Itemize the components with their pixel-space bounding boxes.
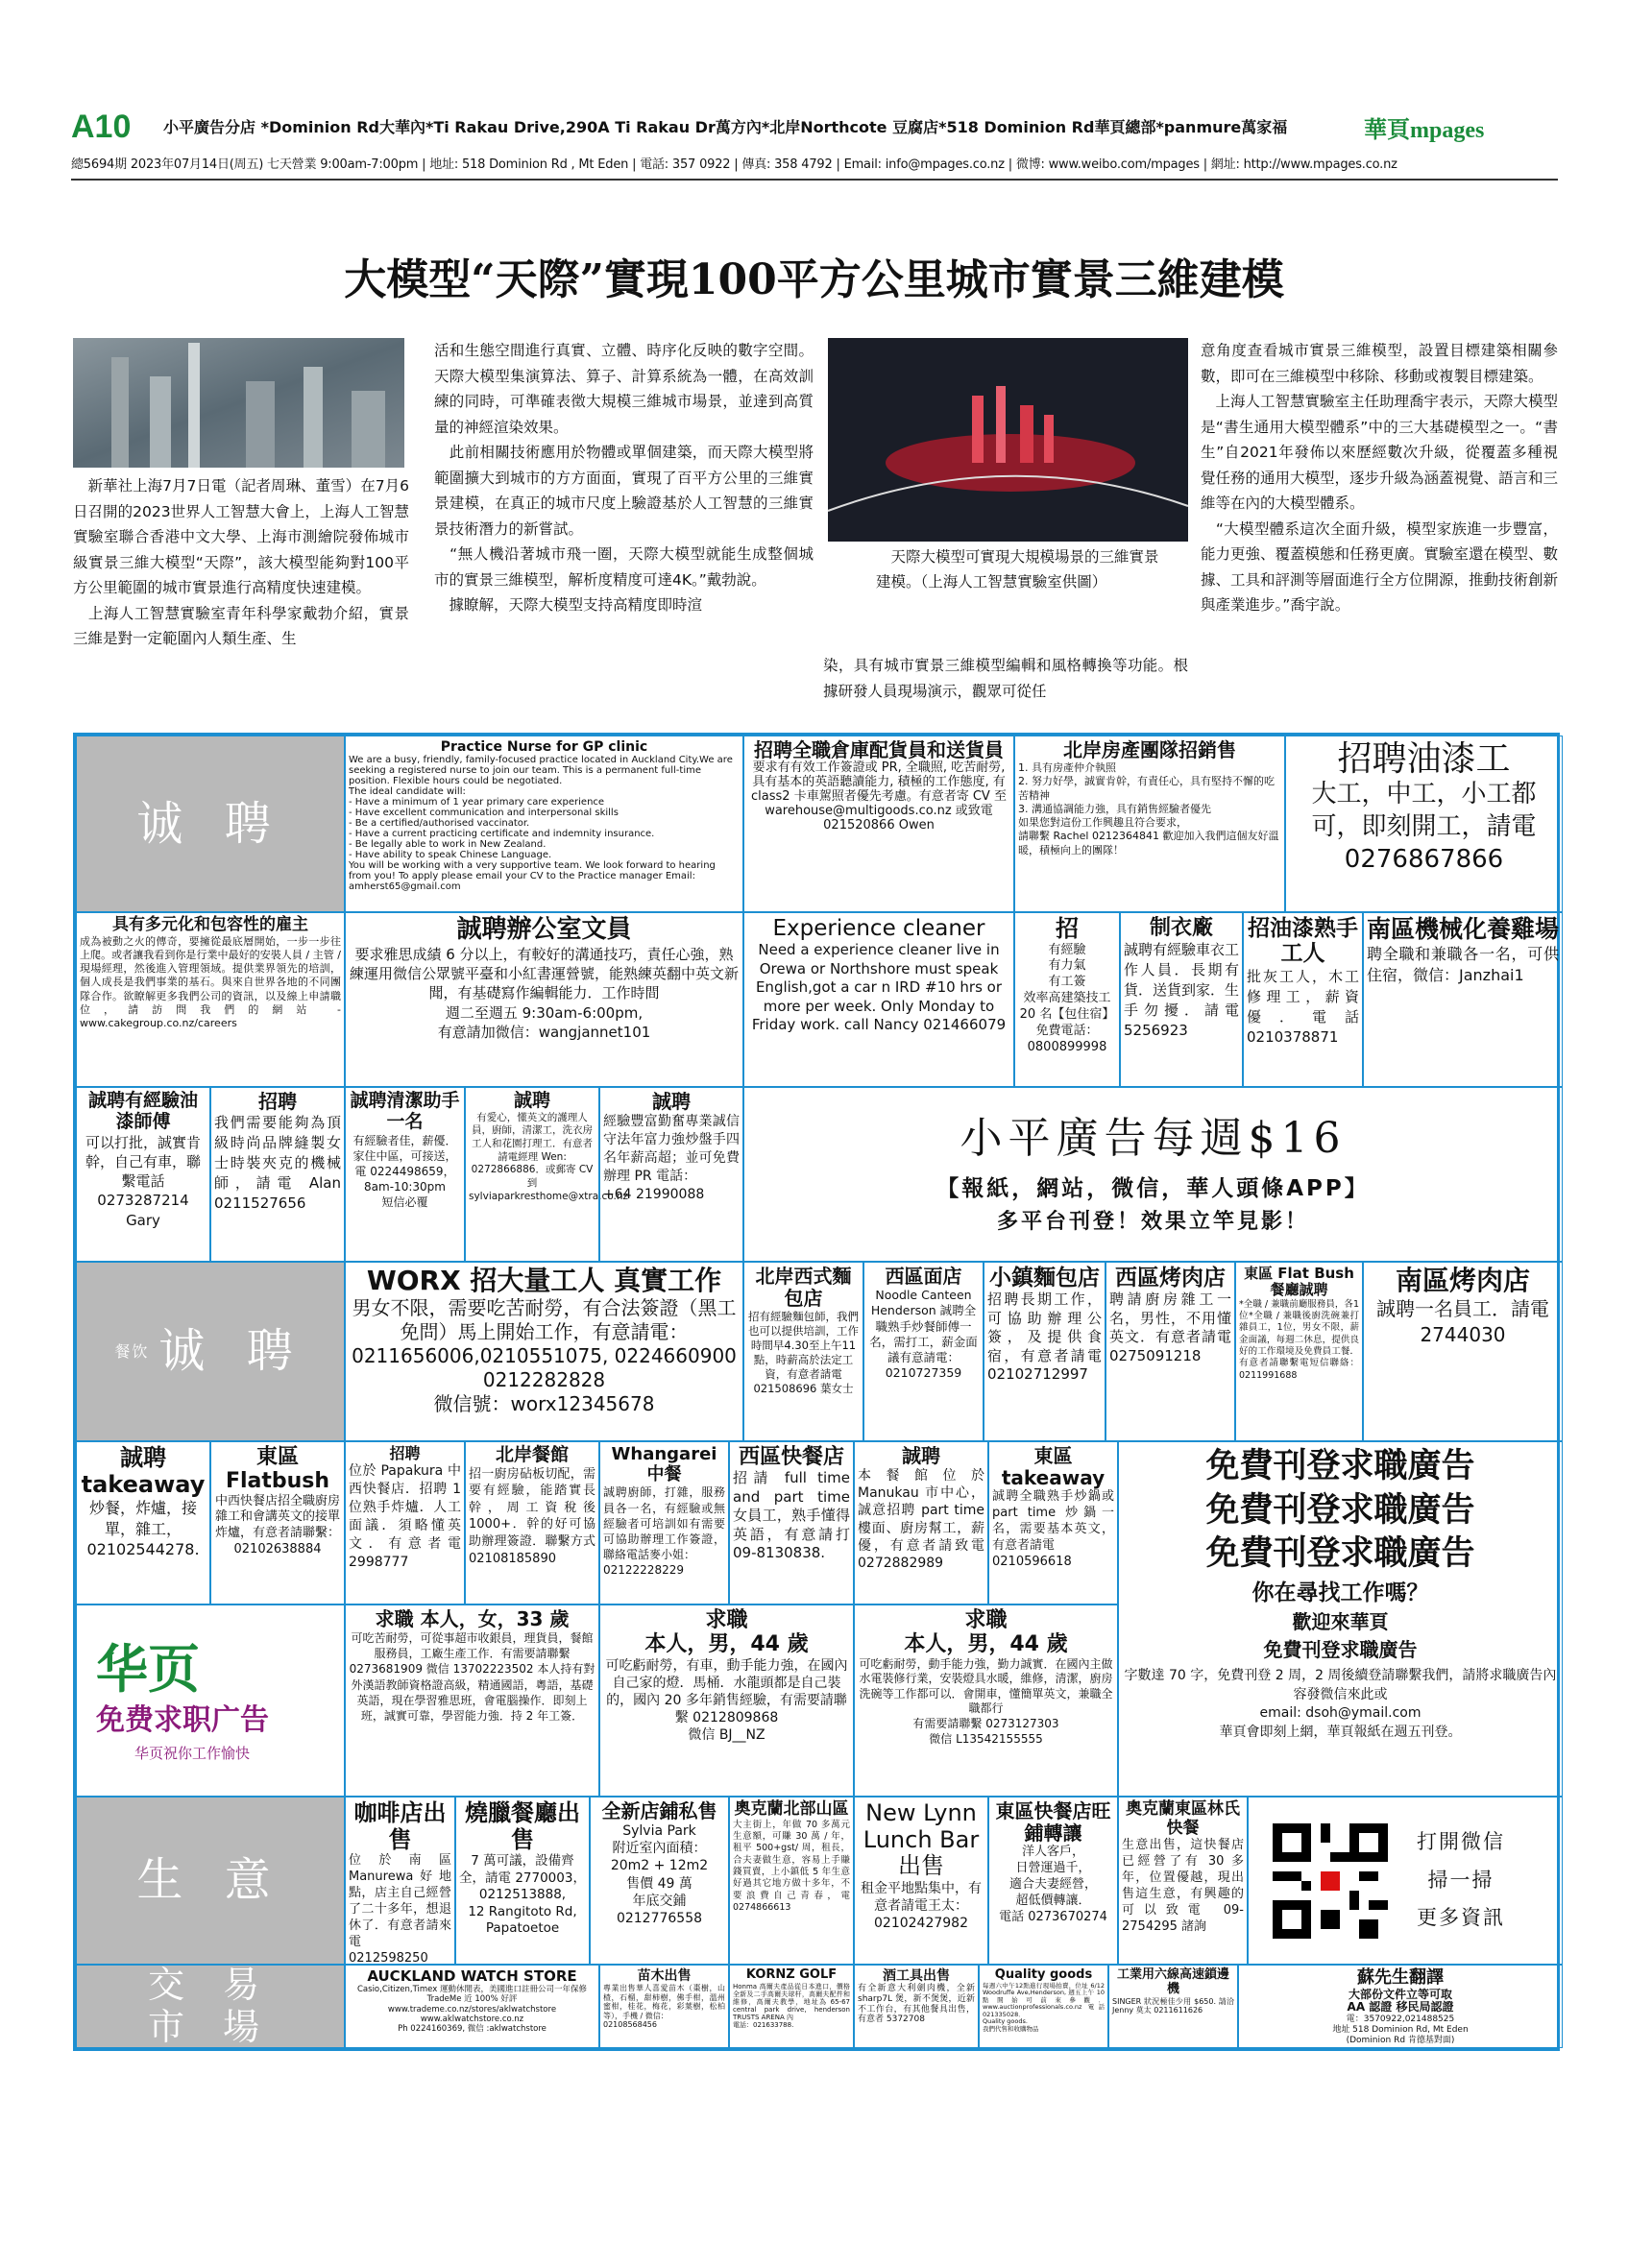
ad-body: Casio,Citizen,Timex 運動休閒表，美國進口註冊公司一年保修 TradeMe 近 100% 好評 www.trademe.co.nz/stores/aklwatchstore www.aklwatchstore.co.nz Ph 0224160369, 微信 :aklwatchstore xyxy=(357,1985,587,2034)
ad-chicken-farm[interactable] xyxy=(1363,912,1563,1087)
ad-trader[interactable] xyxy=(599,1087,743,1262)
render-graphic xyxy=(828,338,1188,542)
ad-worx[interactable] xyxy=(345,1262,743,1441)
ad-north-hills[interactable] xyxy=(729,1797,854,1965)
ad-body: 成為被動之火的傳奇，要擁從最底層開始，一步一步往上爬。或者讓我看到你是行業中最好的安裝人員 / 主管 / 現場經理，然後進入管理領域。提供業界領先的培訓，個人成長是我們事業的基石。與來自世界各地的不同團隊合作。欲瞭解更多我們公司的資訊，以及線上申請職位，請訪問我們的網站 - www.cakegroup.co.nz/careers xyxy=(80,934,341,1030)
photo-caption: 天際大模型可實現大規模場景的三維實景建模。（上海人工智慧實驗室供圖） xyxy=(876,548,1159,591)
wechat-qr-panel[interactable] xyxy=(1248,1797,1563,1965)
ad-body: 誠聘一名員工．請電 2744030 xyxy=(1376,1297,1549,1347)
ad-fashion[interactable] xyxy=(210,1087,345,1262)
ad-body: 1. 具有房產仲介執照 2. 努力好學，誠實肯幹，有責任心，具有堅持不懈的吃苦精神 3. 溝通協調能力強，具有銷售經驗者優先 如果您對這份工作興趣且符合要求， 請聯繫 Rachel 0212364841 歡迎加入我們這個友好溫暖，積極向上的團隊！ xyxy=(1018,761,1279,857)
ad-title: 南區烤肉店 xyxy=(1395,1265,1530,1296)
mpages-logo: 華頁mpages xyxy=(1364,118,1485,143)
ad-practice-nurse[interactable] xyxy=(345,736,743,912)
qr-text: 打開微信 掃一掃 更多資訊 xyxy=(1417,1829,1505,1930)
ad-body: 招聘長期工作，可協助辦理公簽，及提供食宿，有意者請電 02102712997 xyxy=(987,1291,1102,1384)
ad-title: 咖啡店出售 xyxy=(353,1799,447,1853)
ad-kornz-golf[interactable] xyxy=(729,1965,854,2048)
ad-plants[interactable] xyxy=(599,1965,729,2048)
ad-body: 招有經驗麵包師，我們也可以提供培訓，工作時間早4.30至上午11點，時薪高於法定工資，有意者請電 021508696 葉女士 xyxy=(748,1310,859,1395)
ad-flatbush-fastfood[interactable] xyxy=(210,1441,345,1604)
ad-title: 蘇先生翻譯 xyxy=(1357,1967,1444,1988)
ad-body: 大工，中工，小工都可，即刻開工，請電 0276867866 xyxy=(1311,780,1537,874)
ad-cleaner[interactable] xyxy=(345,1087,465,1262)
branch-list: 小平廣告分店 *Dominion Rd大華內*Ti Rakau Drive,290A Ti Rakau Dr萬方內*北岸Northcote 豆腐店*518 Dominion Rd華頁總部*panmure萬家福 xyxy=(163,118,1288,136)
ad-body: 有經驗者佳，薪優．家住中區，可接送，電 0224498659，8am-10:30pm 短信必覆 xyxy=(352,1133,457,1210)
ad-takeaway[interactable] xyxy=(76,1441,210,1604)
free-ad-body: 字數達 70 字，免費刊登 2 周，2 周後續登請聯繫我們，請將求職廣告內容發微信來此或 email: dsoh@ymail.com 華頁會即刻上網，華頁報紙在週五刊登。 xyxy=(1124,1667,1557,1740)
ad-title: 求職 本人，男，44 歲 xyxy=(644,1608,809,1657)
ad-south-bbq[interactable] xyxy=(1363,1262,1563,1441)
ad-body: 可吃虧耐勞，有車，動手能力強，在國內自己家的燈．馬桶．水龍頭都是自己裝的，國內 20 多年銷售經驗，有需要請聯繫 0212809868 微信 BJ__NZ xyxy=(605,1657,848,1744)
ad-body: 誠聘廚師，打雜，服務員各一名，有經驗或無經驗者可培訓如有需要可協助辦理工作簽證，聯絡電話麥小姐： 02122228229 xyxy=(603,1485,725,1578)
ad-title: 東區快餐店旺鋪轉讓 xyxy=(995,1799,1111,1845)
ad-title: 酒工具出售 xyxy=(883,1968,950,1984)
ad-quality-goods[interactable] xyxy=(979,1965,1108,2048)
header-divider xyxy=(71,179,1558,181)
ad-title: 北岸房產團隊招銷售 xyxy=(1063,738,1236,761)
ad-body: 男女不限，需要吃苦耐勞，有合法簽證（黑工免問）馬上開始工作，有意請電：0211656006,0210551075, 0224660900 0212282828 微信號：worx12345678 xyxy=(352,1296,737,1416)
ad-subtitle: 大部份文件立等可取 AA 認證 移民局認證 xyxy=(1347,1987,1454,2015)
ad-title: AUCKLAND WATCH STORE xyxy=(367,1967,577,1985)
ad-papakura[interactable] xyxy=(345,1441,465,1604)
ad-painter-2[interactable] xyxy=(1243,912,1363,1087)
ad-title: 招聘 xyxy=(389,1444,421,1462)
ad-body: *全職 / 兼職前廳服務員，各1位*全職 / 兼職後廚洗碗兼打雜員工，1位，男女不限，薪金面議，每週二休息，提供良好的工作環境及免費員工餐．有意者請聯繫電短信聯絡：0211991688 xyxy=(1239,1298,1359,1381)
ad-title: Practice Nurse for GP clinic xyxy=(440,739,648,755)
ad-title: 誠聘 xyxy=(513,1090,550,1111)
ad-body: 中西快餐店招全職廚房雜工和會講英文的接單炸爐，有意者請聯繫： 02102638884 xyxy=(214,1493,340,1557)
ad-realestate[interactable] xyxy=(1014,736,1285,912)
free-ad-title: 免費刊登求職廣告 xyxy=(1205,1447,1475,1485)
category-trading: 交 易 市 場 xyxy=(76,1965,345,2048)
ad-title: 西區烤肉店 xyxy=(1115,1266,1226,1291)
ad-manukau[interactable] xyxy=(854,1441,988,1604)
ad-body: SINGER 狀況極佳少用 $650. 請洽 Jenny 莫太 0211611626 xyxy=(1112,1996,1234,2015)
skyline-graphic xyxy=(73,338,404,468)
ad-body: 要求雅思成績 6 分以上，有較好的溝通技巧，責任心強，熟練運用微信公眾號平臺和小紅書運營號，能熟練英翻中英文新聞，有基礎寫作編輯能力．工作時間 週二至週五 9:30am-6:00pm, 有意請加微信：wangjannet101 xyxy=(349,945,739,1041)
ad-body: We are a busy, friendly, family-focused practice located in Auckland City.We are seeking a registered nurse to join our team. This is a permanent full-time position. Flexible hours could be negotiated. The ideal candidate will: - Have a minimum of 1 year primary care experience - Have excellent communication and interpersonal skills - Be a certified/authorised vaccinator. - Have a current practicing certificate and indemnity insurance. - Be legally able to work in New Zealand. - Have ability to speak Chinese Language. You will be working with a very supportive team. We look forward to hearing from you! To apply please email your CV to the Practice manager Email: amherst65@gmail.com xyxy=(349,755,733,893)
ad-ns-bakery[interactable] xyxy=(743,1262,863,1441)
ad-body: 本餐館位於 Manukau 市中心，誠意招聘 part time 樓面、廚房幫工，薪優，有意者請致電 0272882989 xyxy=(858,1468,984,1571)
free-ad-title-2: 免費刊登求職廣告 xyxy=(1205,1490,1475,1530)
ad-body: 招請 full time and part time 女員工，熟手懂得英語，有意請打 09-8130838. xyxy=(733,1469,850,1562)
ad-body: Sylvia Park 附近室內面積： 20m2 + 12m2 售價 49 萬 年底交鋪 0212776558 xyxy=(610,1823,709,1926)
ad-title: Experience cleaner xyxy=(772,916,985,941)
ad-body: 要求有有效工作簽證或 PR, 全職照, 吃苦耐勞, 具有基本的英語聽讀能力, 積極的工作態度, 有class2 卡車駕照者優先考慮。有意者寄 CV 至 warehouse@multigoods.co.nz 或致電 021520866 Owen xyxy=(751,760,1007,832)
ad-title: 求職 本人，男，44 歲 xyxy=(904,1608,1068,1657)
ad-cafe-sale[interactable] xyxy=(345,1797,455,1965)
ad-title: 奧克蘭北部山區 xyxy=(734,1799,849,1819)
ad-title: KORNZ GOLF xyxy=(745,1967,838,1982)
huaye-sub: 华页祝你工作愉快 xyxy=(134,1744,251,1762)
ad-body: 有全新意大利劍肉機，全新 sharp7L 煲，新不煲煲，近新不工作台，有其他餐具出售，有意者 5372708 xyxy=(858,1984,975,2025)
ad-title: 招聘油漆工 xyxy=(1337,739,1511,779)
ad-body: 生意出售，這快餐店已經營了有 30 多年，位置優越，現出售這生意，有興趣的可以致電 09-2754295 諸詢 xyxy=(1122,1838,1244,1934)
ad-body: 可吃苦耐勞，可從事超市收銀員，理貨員，餐館服務員，工廠生產工作．有需要請聯繫 0273681909 微信 13702223502 本人持有對外漢語教師資格證高級，精通國語，粵語，基礎英語，現在學習雅思班，會電腦操作．即刻上班，誠實可靠，學習能力強．持 2 年工簽． xyxy=(349,1631,595,1723)
ad-tools[interactable] xyxy=(854,1965,979,2048)
ad-body: 7 萬可議，設備齊全，請電 2770003，0212513888, 12 Rangitoto Rd, Papatoetoe xyxy=(459,1853,586,1937)
ad-new-shop[interactable] xyxy=(590,1797,729,1965)
ad-body: 誠聘全職熟手炒鍋或 part time 炒鍋一名，需要基本英文，有意者請電 0210596618 xyxy=(992,1489,1114,1569)
ad-body: 有經驗 有力氣 有工簽 效率高建築技工 20 名【包住宿】免費電話： 0800899998 xyxy=(1019,942,1115,1054)
free-ad-question: 你在尋找工作嗎？ xyxy=(1251,1580,1429,1605)
ad-new-lynn[interactable] xyxy=(854,1797,988,1965)
ad-body: 招一廚房砧板切配，需要有經驗，能踏實長幹，周工資稅後 1000+．幹的好可協助辦理簽證．聯繫方式 02108185890 xyxy=(469,1466,595,1566)
ad-east-takeaway[interactable] xyxy=(988,1441,1118,1604)
ad-title: 誠聘takeaway xyxy=(81,1444,206,1498)
ad-title: 制衣廠 xyxy=(1149,916,1213,940)
article-col-4: 意角度查看城市實景三維模型，設置目標建築相關參數，即可在三維模型中移除、移動或複製目標建築。 上海人工智慧實驗室主任助理喬宇表示，天際大模型是“書生通用大模型體系”中的三大基礎模型之一。“書生”自2021年發佈以來歷經數次升級，從覆蓋多種視覺任務的通用大模型，逐步升級為涵蓋視覺、語言和三維等在內的大模型體系。 “大模型體系這次全面升級，模型家族進一步豐富，能力更強、覆蓋模態和任務更廣。實驗室還在模型、數據、工具和評測等層面進行全方位開源，推動技術創新與產業進步。”喬宇說。 xyxy=(1201,342,1559,614)
ad-promo xyxy=(743,1087,1563,1262)
ad-whangarei[interactable] xyxy=(599,1441,729,1604)
ad-body: 租金平地點集中，有意者請電王太： 02102427982 xyxy=(861,1880,982,1932)
ad-body: 每週六中午12點進行現場拍賣，位址 6/12 Woodruffe Ave,Henderson, 週五上午 10 點開始可前來參觀．www.auctionprofessionals.co.nz 電話 021335028． Quality goods. 我們代售和收購物品 xyxy=(983,1981,1105,2033)
ad-body: 批灰工人，木工修理工，薪資優．電話 0210378871 xyxy=(1247,967,1359,1046)
ad-west-noodle[interactable] xyxy=(863,1262,984,1441)
article-col-2: 活和生態空間進行真實、立體、時序化反映的數字空間。天際大模型集演算法、算子、計算系統為一體，在高效訓練的同時，可準確表徵大規模三維城市場景，並達到高質量的神經渲染效果。 此前相關技術應用於物體或單個建築，而天際大模型將範圍擴大到城市的方方面面，實現了百平方公里的三維實景建模，在真正的城市尺度上驗證基於人工智慧的三維實景技術潛力的新嘗試。 “無人機沿著城市飛一圈，天際大模型就能生成整個城市的實景三維模型，解析度精度可達4K。”戴勃說。 據瞭解，天際大模型支持高精度即時渲 xyxy=(434,342,814,614)
ad-body: 位於南區Manurewa好地點，店主自己經營了二十多年，想退休了．有意者請來電 0212598250 xyxy=(349,1853,451,1966)
ad-title: Quality goods xyxy=(994,1967,1093,1982)
ad-title: 西區面店 xyxy=(885,1265,962,1288)
ad-title: 具有多元化和包容性的雇主 xyxy=(112,915,308,934)
article-col-1: 新華社上海7月7日電（記者周琳、董雪）在7月6日召開的2023世界人工智慧大會上，上海人工智慧實驗室聯合香港中文大學、上海市測繪院發佈城市級實景三維大模型“天際”，該大模型能夠對100平方公里範圍的城市實景進行高精度快速建模。 上海人工智慧實驗室青年科學家戴勃介紹，實景三維是對一定範圍內人類生產、生 xyxy=(73,477,409,647)
promo-title: 小平廣告每週$16 xyxy=(960,1113,1347,1163)
ad-title: 東區 Flat Bush 餐廳誠聘 xyxy=(1244,1265,1354,1299)
ad-watch-store[interactable] xyxy=(345,1965,599,2048)
category-recruitment: 诚 聘 xyxy=(76,736,345,912)
ad-title: 東區takeaway xyxy=(1001,1444,1106,1489)
page-number: A10 xyxy=(71,109,132,145)
ad-body: 電：3570922,021488525 地址 518 Dominion Rd, Mt Eden (Dominion Rd 肯德基對面) xyxy=(1332,2015,1469,2045)
ad-title: New Lynn Lunch Bar 出售 xyxy=(863,1799,980,1880)
ad-title: 招油漆熟手工人 xyxy=(1248,916,1358,967)
ad-body: 誠聘有經驗車衣工作人員．長期有貨．送貨到家．生手勿擾．請電 5256923 xyxy=(1124,941,1240,1040)
category-catering: 餐饮 诚 聘 xyxy=(76,1262,345,1441)
ad-job-seeker-2[interactable] xyxy=(599,1604,854,1797)
classifieds-grid xyxy=(73,733,1560,2051)
ad-body: 位於 Papakura 中西快餐店．招聘 1 位熟手炸爐．人工面議．須略懂英文．有意者電 2998777 xyxy=(349,1463,461,1570)
ad-body: 洋人客戶， 日營運過千， 適合夫妻經營， 超低價轉讓． 電話 0273670274 xyxy=(999,1845,1107,1924)
ad-body: 可吃虧耐勞，動手能力強，勤力誠實．在國內主做水電裝修行業，安裝燈具水暖，維修，清潔，廚房洗碗等工作都可以．會開車，懂簡單英文，兼職全職都行 有需要請聯繫 0273127303 微信 L13542155555 xyxy=(859,1656,1113,1746)
ad-experience-cleaner[interactable] xyxy=(743,912,1014,1087)
free-ad-title-3: 免費刊登求職廣告 xyxy=(1205,1534,1475,1573)
ad-title: 誠聘 xyxy=(652,1090,691,1113)
ad-body: 可以打批，誠實肯幹，自己有車，聯繫電話 0273287214 Gary xyxy=(85,1133,201,1229)
article-headline: 大模型“天際”實現100平方公里城市實景三維建模 xyxy=(344,255,1284,304)
ad-ns-restaurant[interactable] xyxy=(465,1441,599,1604)
huaye-logo: 华页 xyxy=(96,1638,200,1701)
ad-flatbush-restaurant[interactable] xyxy=(1235,1262,1363,1441)
ad-title: 招 xyxy=(1056,915,1079,942)
ad-title: 誠聘辦公室文員 xyxy=(456,915,632,944)
ad-title: 南區機械化養雞場 xyxy=(1367,915,1560,943)
promo-subtitle: 【報紙，網站，微信，華人頭條APP】 xyxy=(936,1176,1370,1202)
ad-body: 聘全職和兼職各一名，可供住宿，微信：Janzhai1 xyxy=(1367,944,1559,985)
ad-body: Honma 高爾夫產品從日本進口，價格全新及二手高爾夫球杆，高爾夫配件和維修，高爾夫教學，地址為 65-67 central park drive, henderson TRUSTS ARENA 內 電話：021633788. xyxy=(733,1982,850,2030)
ad-title: 誠聘 xyxy=(902,1444,940,1467)
ad-painter[interactable] xyxy=(1285,736,1563,912)
ad-title: 求職 本人，女，33 歲 xyxy=(375,1607,570,1630)
ad-office-clerk[interactable] xyxy=(345,912,743,1087)
ad-body: Noodle Canteen Henderson 誠聘全職熟手炒餐師傅一名，需打工，薪金面議有意請電： 0210727359 xyxy=(869,1288,978,1381)
ad-title: 全新店鋪私售 xyxy=(601,1799,717,1822)
ad-title: Whangarei中餐 xyxy=(611,1444,717,1484)
free-ad-panel xyxy=(1118,1441,1563,1797)
ad-body: Need a experience cleaner live in Orewa or Northshore must speak English,got a car n IRD #10 hrs or more per week. Only Monday to Friday work. call Nancy 021466079 xyxy=(751,941,1007,1034)
ad-title: 招聘 xyxy=(258,1090,297,1113)
ad-west-fastfood[interactable] xyxy=(729,1441,854,1604)
ad-body: 經驗豐富勤奮專業誠信守法年富力強炒盤手四名年薪高超；並可免費辦理 PR 電話： +64 21990088 xyxy=(603,1114,740,1202)
ad-body: 聘請廚房雜工一名，男性，不用懂英文．有意者請電 0275091218 xyxy=(1109,1291,1231,1364)
ad-sewing-machine[interactable] xyxy=(1108,1965,1238,2048)
ad-title: 招聘全職倉庫配貨員和送貨員 xyxy=(754,738,1004,761)
ad-title: 西區快餐店 xyxy=(738,1445,844,1469)
article-col-3: 染，具有城市實景三維模型編輯和風格轉換等功能。根據研發人員現場演示，觀眾可從任 xyxy=(823,657,1188,700)
ad-title: 苗木出售 xyxy=(637,1968,692,1984)
ad-title: 誠聘有經驗油漆師傅 xyxy=(87,1090,198,1132)
ad-title: 燒臘餐廳出售 xyxy=(465,1799,580,1853)
3d-model-photo xyxy=(828,338,1188,542)
free-ad-welcome: 歡迎來華頁 xyxy=(1292,1609,1389,1633)
ad-west-bbq[interactable] xyxy=(1106,1262,1235,1441)
free-ad-sub: 免費刊登求職廣告 xyxy=(1263,1637,1418,1661)
ad-east-fastfood-sale[interactable] xyxy=(988,1797,1118,1965)
ad-body: 專業出售華人喜愛苗木（棗樹，山楂，石榴，甜柿樹，佛手柑，溫州蜜柑，桂花，梅花，彩葉樹，松柏等），手機 / 微信： 02108568456 xyxy=(603,1984,725,2030)
ad-bbq-restaurant-sale[interactable] xyxy=(455,1797,590,1965)
huaye-title: 免费求职广告 xyxy=(96,1703,269,1738)
ad-rest-home[interactable] xyxy=(465,1087,629,1262)
category-business: 生 意 xyxy=(76,1797,345,1965)
ad-title: 北岸餐館 xyxy=(495,1444,569,1465)
ad-lin-fastfood[interactable] xyxy=(1118,1797,1248,1965)
ad-title: 誠聘清潔助手一名 xyxy=(350,1090,460,1132)
ad-body: 大主街上，年做 70 多萬元生意額，可賺 30 萬 / 年，租平 500+gst/ 周，租長，合夫妻做生意，容易上手賺錢買賣，上小鎮低 5 年生意好過其它地方做十多年，不要浪費自己青春，電 0274866613 xyxy=(733,1819,850,1913)
ad-title: 小鎮麵包店 xyxy=(989,1266,1100,1291)
ad-job-seeker-3[interactable] xyxy=(854,1604,1118,1797)
ad-body: 炒餐，炸爐，接單，雜工， 02102544278. xyxy=(86,1499,200,1559)
ad-title: 東區Flatbush xyxy=(225,1445,330,1494)
ad-title: 北岸西式麵包店 xyxy=(755,1265,852,1310)
ad-title: 奧克蘭東區林氏快餐 xyxy=(1126,1799,1240,1838)
ad-body: 有愛心，懂英文的護理人員，廚師，清潔工，洗衣房工人和花園打理工．有意者請電經理 Wen: 0272866886．或郵寄 CV 到 sylviaparkresthome@xtra.co.nz xyxy=(469,1111,629,1202)
ad-cakegroup[interactable] xyxy=(76,912,345,1087)
ad-title: WORX 招大量工人 真實工作 xyxy=(366,1265,722,1296)
ad-title: 工業用六線高速鎖邊機 xyxy=(1116,1967,1229,1996)
ad-builder[interactable] xyxy=(1014,912,1120,1087)
qr-code-icon[interactable] xyxy=(1273,1823,1388,1939)
ad-body: 我們需要能夠為頂級時尚品牌縫製女士時裝夾克的機械師，請電 Alan 0211527656 xyxy=(214,1114,341,1212)
huaye-free-ad xyxy=(76,1604,345,1797)
issue-info: 總5694期 2023年07月14日(周五) 七天營業 9:00am-7:00pm | 地址: 518 Dominion Rd , Mt Eden | 電話: 357 0922 | 傳真: 358 4792 | Email: info@mpages.co.nz | 微博: www.weibo.com/mpages | 網址: http://www.mpages.co.nz xyxy=(71,157,1397,172)
ad-translation[interactable] xyxy=(1238,1965,1563,2048)
promo-subtitle-2: 多平台刊登！效果立竿見影！ xyxy=(996,1209,1309,1234)
ad-paint-master[interactable] xyxy=(76,1087,210,1262)
ad-warehouse[interactable] xyxy=(743,736,1014,912)
ad-town-bakery[interactable] xyxy=(984,1262,1106,1441)
city-aerial-photo xyxy=(73,338,404,468)
ad-garment[interactable] xyxy=(1120,912,1243,1087)
ad-job-seeker-1[interactable] xyxy=(345,1604,599,1797)
